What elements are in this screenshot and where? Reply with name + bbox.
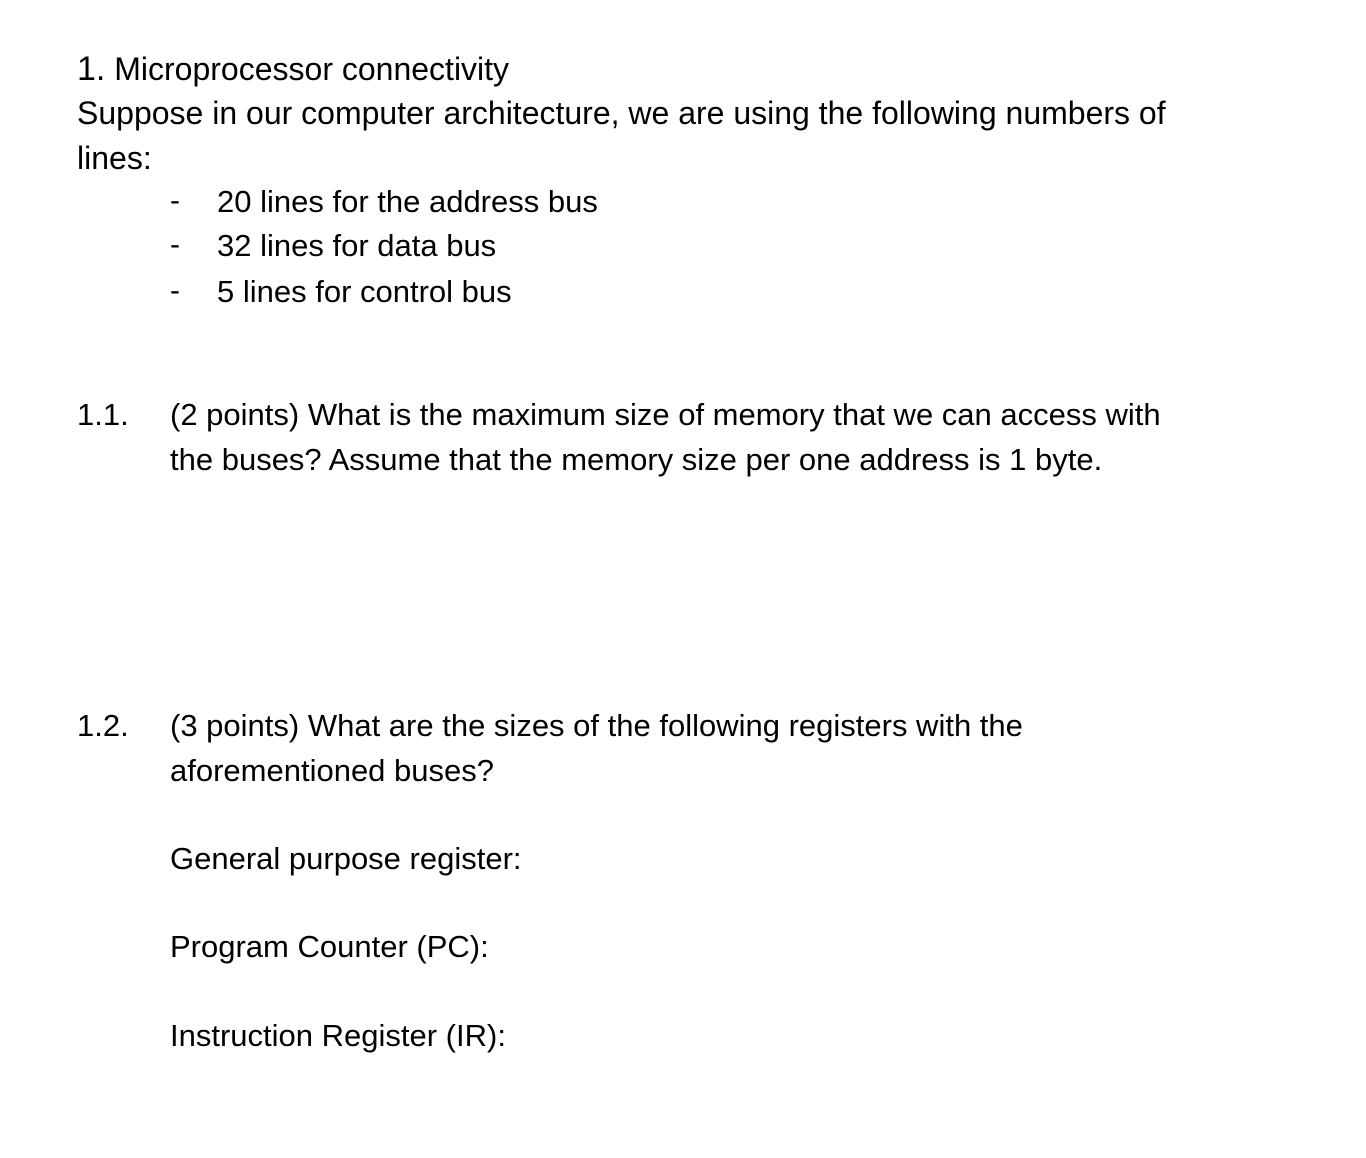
question-1-2-line-2: aforementioned buses?: [170, 753, 495, 788]
bullet-dash: -: [170, 184, 180, 217]
bullet-address-bus: 20 lines for the address bus: [217, 184, 598, 219]
bullet-data-bus: 32 lines for data bus: [217, 228, 497, 263]
bullet-dash: -: [170, 228, 180, 261]
question-1-2-line-1: (3 points) What are the sizes of the following registers with the: [170, 708, 1023, 743]
bullet-control-bus: 5 lines for control bus: [217, 274, 512, 309]
question-1-1-line-2: the buses? Assume that the memory size per one address is 1 byte.: [170, 442, 1103, 477]
section-number: 1.: [77, 50, 106, 88]
question-1-1-line-1: (2 points) What is the maximum size of memory that we can access with: [170, 397, 1161, 432]
section-title: [77, 52, 509, 86]
register-general-purpose: General purpose register:: [170, 841, 522, 876]
register-instruction: Instruction Register (IR):: [170, 1018, 506, 1053]
intro-line-2: lines:: [77, 140, 152, 176]
section-title-text: Microprocessor connectivity: [114, 51, 510, 87]
bullet-dash: -: [170, 274, 180, 307]
register-program-counter: Program Counter (PC):: [170, 929, 489, 964]
intro-line-1: Suppose in our computer architecture, we are using the following numbers of: [77, 95, 1166, 131]
question-1-1-number: 1.1.: [77, 397, 129, 432]
question-1-2-number: 1.2.: [77, 708, 129, 743]
